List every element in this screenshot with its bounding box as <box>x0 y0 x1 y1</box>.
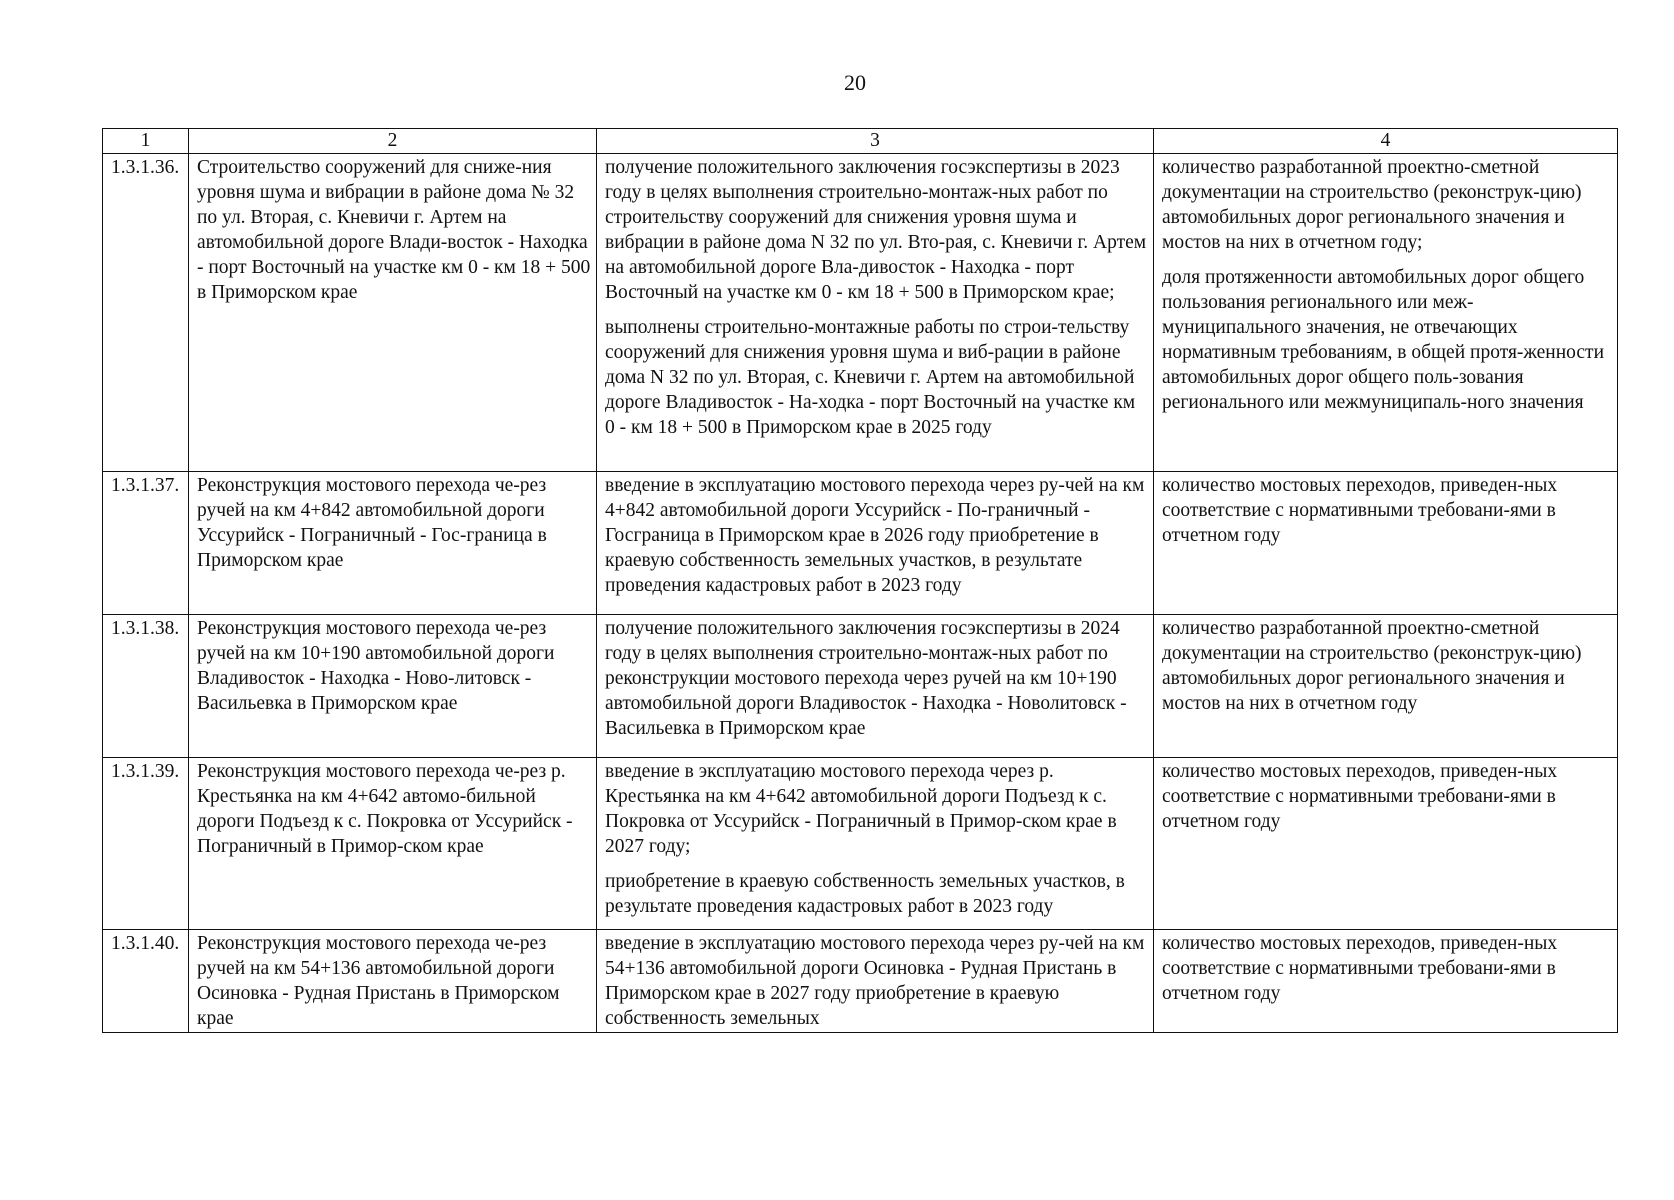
result-paragraph: получение положительного заключения госэкспертизы в 2024 году в целях выполнения строительно-монтаж-ных работ по реконструкции мостового перехода через ручей на км 10+190 автомобильной дороги Владивосток - Находка - Новолитовск - Васильевка в Приморском крае <box>605 618 1127 739</box>
measure-name-cell: Строительство сооружений для сниже-ния уровня шума и вибрации в районе дома № 32 по ул. Вторая, с. Кневичи г. Артем на автомобильной дороге Влади-восток - Находка - порт Восточный на участке км 0 - км 18 + 500 в Приморском крае <box>189 154 597 472</box>
table-row <box>103 758 1618 930</box>
column-header: 2 <box>189 129 597 154</box>
row-number-cell: 1.3.1.36. <box>103 154 189 472</box>
measure-name-cell: Реконструкция мостового перехода че-рез р. Крестьянка на км 4+642 автомо-бильной дороги Подъезд к с. Покровка от Уссурийск - Пограничный в Примор-ском крае <box>189 758 597 930</box>
indicators-cell <box>1154 472 1618 615</box>
result-paragraph: введение в эксплуатацию мостового перехода через р. Крестьянка на км 4+642 автомобильной дороги Подъезд к с. Покровка от Уссурийск - Пограничный в Примор-ском крае в 2027 году; <box>605 761 1117 857</box>
table-row <box>103 930 1618 1033</box>
indicator-paragraph: доля протяженности автомобильных дорог общего пользования регионального или меж-муниципального значения, не отвечающих нормативным требованиям, в общей протя-женности автомобильных дорог общего поль-зования регионального или межмуниципаль-ного значения <box>1162 267 1605 413</box>
measure-name-cell: Реконструкция мостового перехода че-рез ручей на км 10+190 автомобильной дороги Владивосток - Находка - Ново-литовск - Васильевка в Приморском крае <box>189 615 597 758</box>
expected-results-cell <box>597 154 1154 472</box>
expected-results-cell <box>597 758 1154 930</box>
indicator-paragraph: количество разработанной проектно-сметной документации на строительство (реконструк-цию) автомобильных дорог регионального значения и мостов на них в отчетном году <box>1162 618 1582 714</box>
column-header: 4 <box>1154 129 1618 154</box>
result-paragraph: введение в эксплуатацию мостового перехода через ру-чей на км 54+136 автомобильной дороги Осиновка - Рудная Пристань в Приморском крае в 2027 году приобретение в краевую собственность земельных <box>605 933 1145 1029</box>
column-header: 3 <box>597 129 1154 154</box>
page-number: 20 <box>844 70 866 95</box>
row-number-cell: 1.3.1.39. <box>103 758 189 930</box>
table-row <box>103 615 1618 758</box>
table-row <box>103 154 1618 472</box>
result-paragraph: приобретение в краевую собственность земельных участков, в результате проведения кадастровых работ в 2023 году <box>605 871 1125 917</box>
indicator-paragraph: количество мостовых переходов, приведен-ных соответствие с нормативными требовани-ями в отчетном году <box>1162 761 1558 832</box>
column-number-header-row <box>103 129 1618 154</box>
expected-results-cell <box>597 615 1154 758</box>
indicators-cell <box>1154 758 1618 930</box>
result-paragraph: выполнены строительно-монтажные работы по строи-тельству сооружений для снижения уровня шума и виб-рации в районе дома N 32 по ул. Вторая, с. Кневичи г. Артем на автомобильной дороге Владивосток - На-ходка - порт Восточный на участке км 0 - км 18 + 500 в Приморском крае в 2025 году <box>605 317 1136 438</box>
indicators-cell <box>1154 930 1618 1033</box>
indicator-paragraph: количество разработанной проектно-сметной документации на строительство (реконструк-цию) автомобильных дорог регионального значения и мостов на них в отчетном году; <box>1162 157 1582 253</box>
indicator-paragraph: количество мостовых переходов, приведен-ных соответствие с нормативными требовани-ями в отчетном году <box>1162 933 1558 1004</box>
table-body <box>103 154 1618 1033</box>
indicators-cell <box>1154 154 1618 472</box>
column-header: 1 <box>103 129 189 154</box>
measure-name-cell: Реконструкция мостового перехода че-рез ручей на км 54+136 автомобильной дороги Осиновка - Рудная Пристань в Приморском крае <box>189 930 597 1033</box>
table-row <box>103 472 1618 615</box>
row-number-cell: 1.3.1.37. <box>103 472 189 615</box>
result-paragraph: получение положительного заключения госэкспертизы в 2023 году в целях выполнения строительно-монтаж-ных работ по строительству сооружений для снижения уровня шума и вибрации в районе дома N 32 по ул. Вто-рая, с. Кневичи г. Артем на автомобильной дороге Вла-дивосток - Находка - порт Восточный на участке км 0 - км 18 + 500 в Приморском крае; <box>605 157 1147 303</box>
result-paragraph: введение в эксплуатацию мостового перехода через ру-чей на км 4+842 автомобильной дороги Уссурийск - По-граничный - Госграница в Приморском крае в 2026 году приобретение в краевую собственность земельных участков, в результате проведения кадастровых работ в 2023 году <box>605 475 1145 596</box>
row-number-cell: 1.3.1.38. <box>103 615 189 758</box>
expected-results-cell <box>597 472 1154 615</box>
indicator-paragraph: количество мостовых переходов, приведен-ных соответствие с нормативными требовани-ями в отчетном году <box>1162 475 1558 546</box>
indicators-cell <box>1154 615 1618 758</box>
expected-results-cell <box>597 930 1154 1033</box>
row-number-cell: 1.3.1.40. <box>103 930 189 1033</box>
measures-table <box>102 128 1618 1033</box>
measure-name-cell: Реконструкция мостового перехода че-рез ручей на км 4+842 автомобильной дороги Уссурийск - Пограничный - Гос-граница в Приморском крае <box>189 472 597 615</box>
